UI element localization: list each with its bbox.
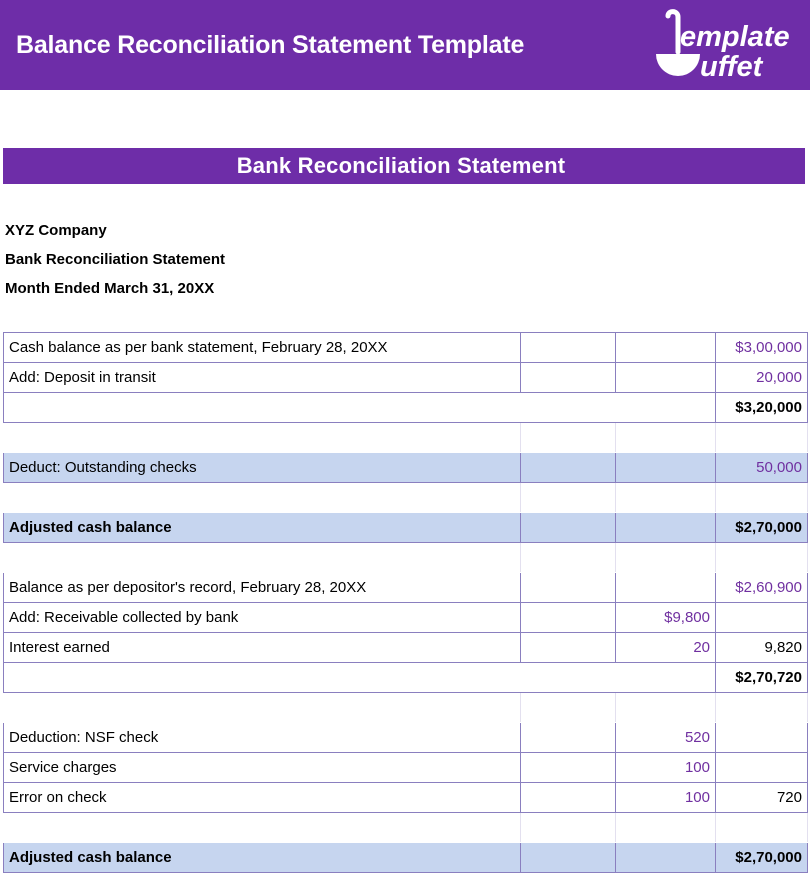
table-row bbox=[4, 483, 808, 513]
row-col-b-add-receivable-collected: $9,800 bbox=[616, 603, 716, 633]
table-row bbox=[4, 663, 808, 693]
row-col-a-add-deposit-in-transit bbox=[521, 363, 616, 393]
row-value-deduction-nsf-check bbox=[716, 723, 808, 753]
row-value-subtotal-book-side: $2,70,720 bbox=[716, 663, 808, 693]
row-col-a-spacer-3 bbox=[521, 543, 616, 573]
template-buffet-logo-icon bbox=[644, 6, 796, 84]
row-col-a-spacer-4 bbox=[521, 693, 616, 723]
table-row bbox=[4, 813, 808, 843]
row-value-balance-depositor-record: $2,60,900 bbox=[716, 573, 808, 603]
row-value-add-receivable-collected bbox=[716, 603, 808, 633]
template-buffet-logo bbox=[644, 6, 796, 84]
row-col-b-adjusted-cash-balance-bank bbox=[616, 513, 716, 543]
row-value-spacer-4 bbox=[716, 693, 808, 723]
row-col-a-spacer-1 bbox=[521, 423, 616, 453]
svg-text:uffet: uffet bbox=[700, 51, 763, 83]
row-col-b-deduction-nsf-check: 520 bbox=[616, 723, 716, 753]
row-value-subtotal-bank-side: $3,20,000 bbox=[716, 393, 808, 423]
row-value-cash-balance-bank: $3,00,000 bbox=[716, 333, 808, 363]
table-row bbox=[4, 693, 808, 723]
row-col-a-error-on-check bbox=[521, 783, 616, 813]
table-row bbox=[4, 423, 808, 453]
table-row bbox=[4, 363, 808, 393]
row-value-adjusted-cash-balance-book: $2,70,000 bbox=[716, 843, 808, 873]
row-col-b-cash-balance-bank bbox=[616, 333, 716, 363]
row-col-a-interest-earned bbox=[521, 633, 616, 663]
row-col-a-balance-depositor-record bbox=[521, 573, 616, 603]
table-row bbox=[4, 333, 808, 363]
reconciliation-table bbox=[3, 332, 808, 873]
row-col-b-deduct-outstanding-checks bbox=[616, 453, 716, 483]
row-col-a-deduction-nsf-check bbox=[521, 723, 616, 753]
table-row bbox=[4, 843, 808, 873]
row-col-b-spacer-5 bbox=[616, 813, 716, 843]
row-col-b-add-deposit-in-transit bbox=[616, 363, 716, 393]
row-col-b-error-on-check: 100 bbox=[616, 783, 716, 813]
row-value-adjusted-cash-balance-bank: $2,70,000 bbox=[716, 513, 808, 543]
row-label-spacer-2 bbox=[4, 483, 521, 513]
company-heading-block bbox=[5, 216, 225, 303]
row-label-spacer-4 bbox=[4, 693, 521, 723]
row-label-adjusted-cash-balance-book: Adjusted cash balance bbox=[4, 843, 521, 873]
row-value-spacer-3 bbox=[716, 543, 808, 573]
row-label-balance-depositor-record: Balance as per depositor's record, February 28, 20XX bbox=[4, 573, 521, 603]
table-row bbox=[4, 753, 808, 783]
row-label-deduct-outstanding-checks: Deduct: Outstanding checks bbox=[4, 453, 521, 483]
row-col-a-adjusted-cash-balance-book bbox=[521, 843, 616, 873]
row-label-subtotal-bank-side bbox=[4, 393, 716, 423]
row-label-deduction-nsf-check: Deduction: NSF check bbox=[4, 723, 521, 753]
table-row bbox=[4, 573, 808, 603]
row-col-a-spacer-2 bbox=[521, 483, 616, 513]
row-value-add-deposit-in-transit: 20,000 bbox=[716, 363, 808, 393]
row-col-a-add-receivable-collected bbox=[521, 603, 616, 633]
row-value-service-charges bbox=[716, 753, 808, 783]
row-col-b-service-charges: 100 bbox=[616, 753, 716, 783]
row-label-spacer-1 bbox=[4, 423, 521, 453]
row-col-a-adjusted-cash-balance-bank bbox=[521, 513, 616, 543]
row-label-interest-earned: Interest earned bbox=[4, 633, 521, 663]
row-label-add-receivable-collected: Add: Receivable collected by bank bbox=[4, 603, 521, 633]
row-label-cash-balance-bank: Cash balance as per bank statement, February 28, 20XX bbox=[4, 333, 521, 363]
document-title: Balance Reconciliation Statement Template bbox=[16, 30, 525, 59]
row-label-error-on-check: Error on check bbox=[4, 783, 521, 813]
table-row bbox=[4, 393, 808, 423]
row-col-a-cash-balance-bank bbox=[521, 333, 616, 363]
row-col-b-adjusted-cash-balance-book bbox=[616, 843, 716, 873]
row-value-spacer-1 bbox=[716, 423, 808, 453]
statement-name: Bank Reconciliation Statement bbox=[5, 251, 226, 268]
row-label-adjusted-cash-balance-bank: Adjusted cash balance bbox=[4, 513, 521, 543]
table-row bbox=[4, 783, 808, 813]
table-row bbox=[4, 543, 808, 573]
company-name: XYZ Company bbox=[5, 222, 107, 239]
row-col-b-balance-depositor-record bbox=[616, 573, 716, 603]
brand-header-bar bbox=[0, 0, 810, 90]
row-label-subtotal-book-side bbox=[4, 663, 716, 693]
row-value-deduct-outstanding-checks: 50,000 bbox=[716, 453, 808, 483]
table-row bbox=[4, 453, 808, 483]
row-label-spacer-5 bbox=[4, 813, 521, 843]
row-label-add-deposit-in-transit: Add: Deposit in transit bbox=[4, 363, 521, 393]
row-label-service-charges: Service charges bbox=[4, 753, 521, 783]
table-row bbox=[4, 603, 808, 633]
svg-text:emplate: emplate bbox=[680, 21, 790, 53]
row-value-spacer-5 bbox=[716, 813, 808, 843]
row-col-b-spacer-4 bbox=[616, 693, 716, 723]
row-value-error-on-check: 720 bbox=[716, 783, 808, 813]
statement-period: Month Ended March 31, 20XX bbox=[5, 280, 215, 297]
row-col-a-spacer-5 bbox=[521, 813, 616, 843]
row-col-b-interest-earned: 20 bbox=[616, 633, 716, 663]
table-row bbox=[4, 723, 808, 753]
reconciliation-table-body bbox=[4, 333, 808, 873]
statement-title: Bank Reconciliation Statement bbox=[236, 153, 566, 178]
row-col-a-deduct-outstanding-checks bbox=[521, 453, 616, 483]
statement-title-band bbox=[3, 148, 805, 184]
row-col-b-spacer-1 bbox=[616, 423, 716, 453]
table-row bbox=[4, 633, 808, 663]
row-value-interest-earned: 9,820 bbox=[716, 633, 808, 663]
row-col-b-spacer-2 bbox=[616, 483, 716, 513]
table-row bbox=[4, 513, 808, 543]
row-col-b-spacer-3 bbox=[616, 543, 716, 573]
row-value-spacer-2 bbox=[716, 483, 808, 513]
row-label-spacer-3 bbox=[4, 543, 521, 573]
row-col-a-service-charges bbox=[521, 753, 616, 783]
